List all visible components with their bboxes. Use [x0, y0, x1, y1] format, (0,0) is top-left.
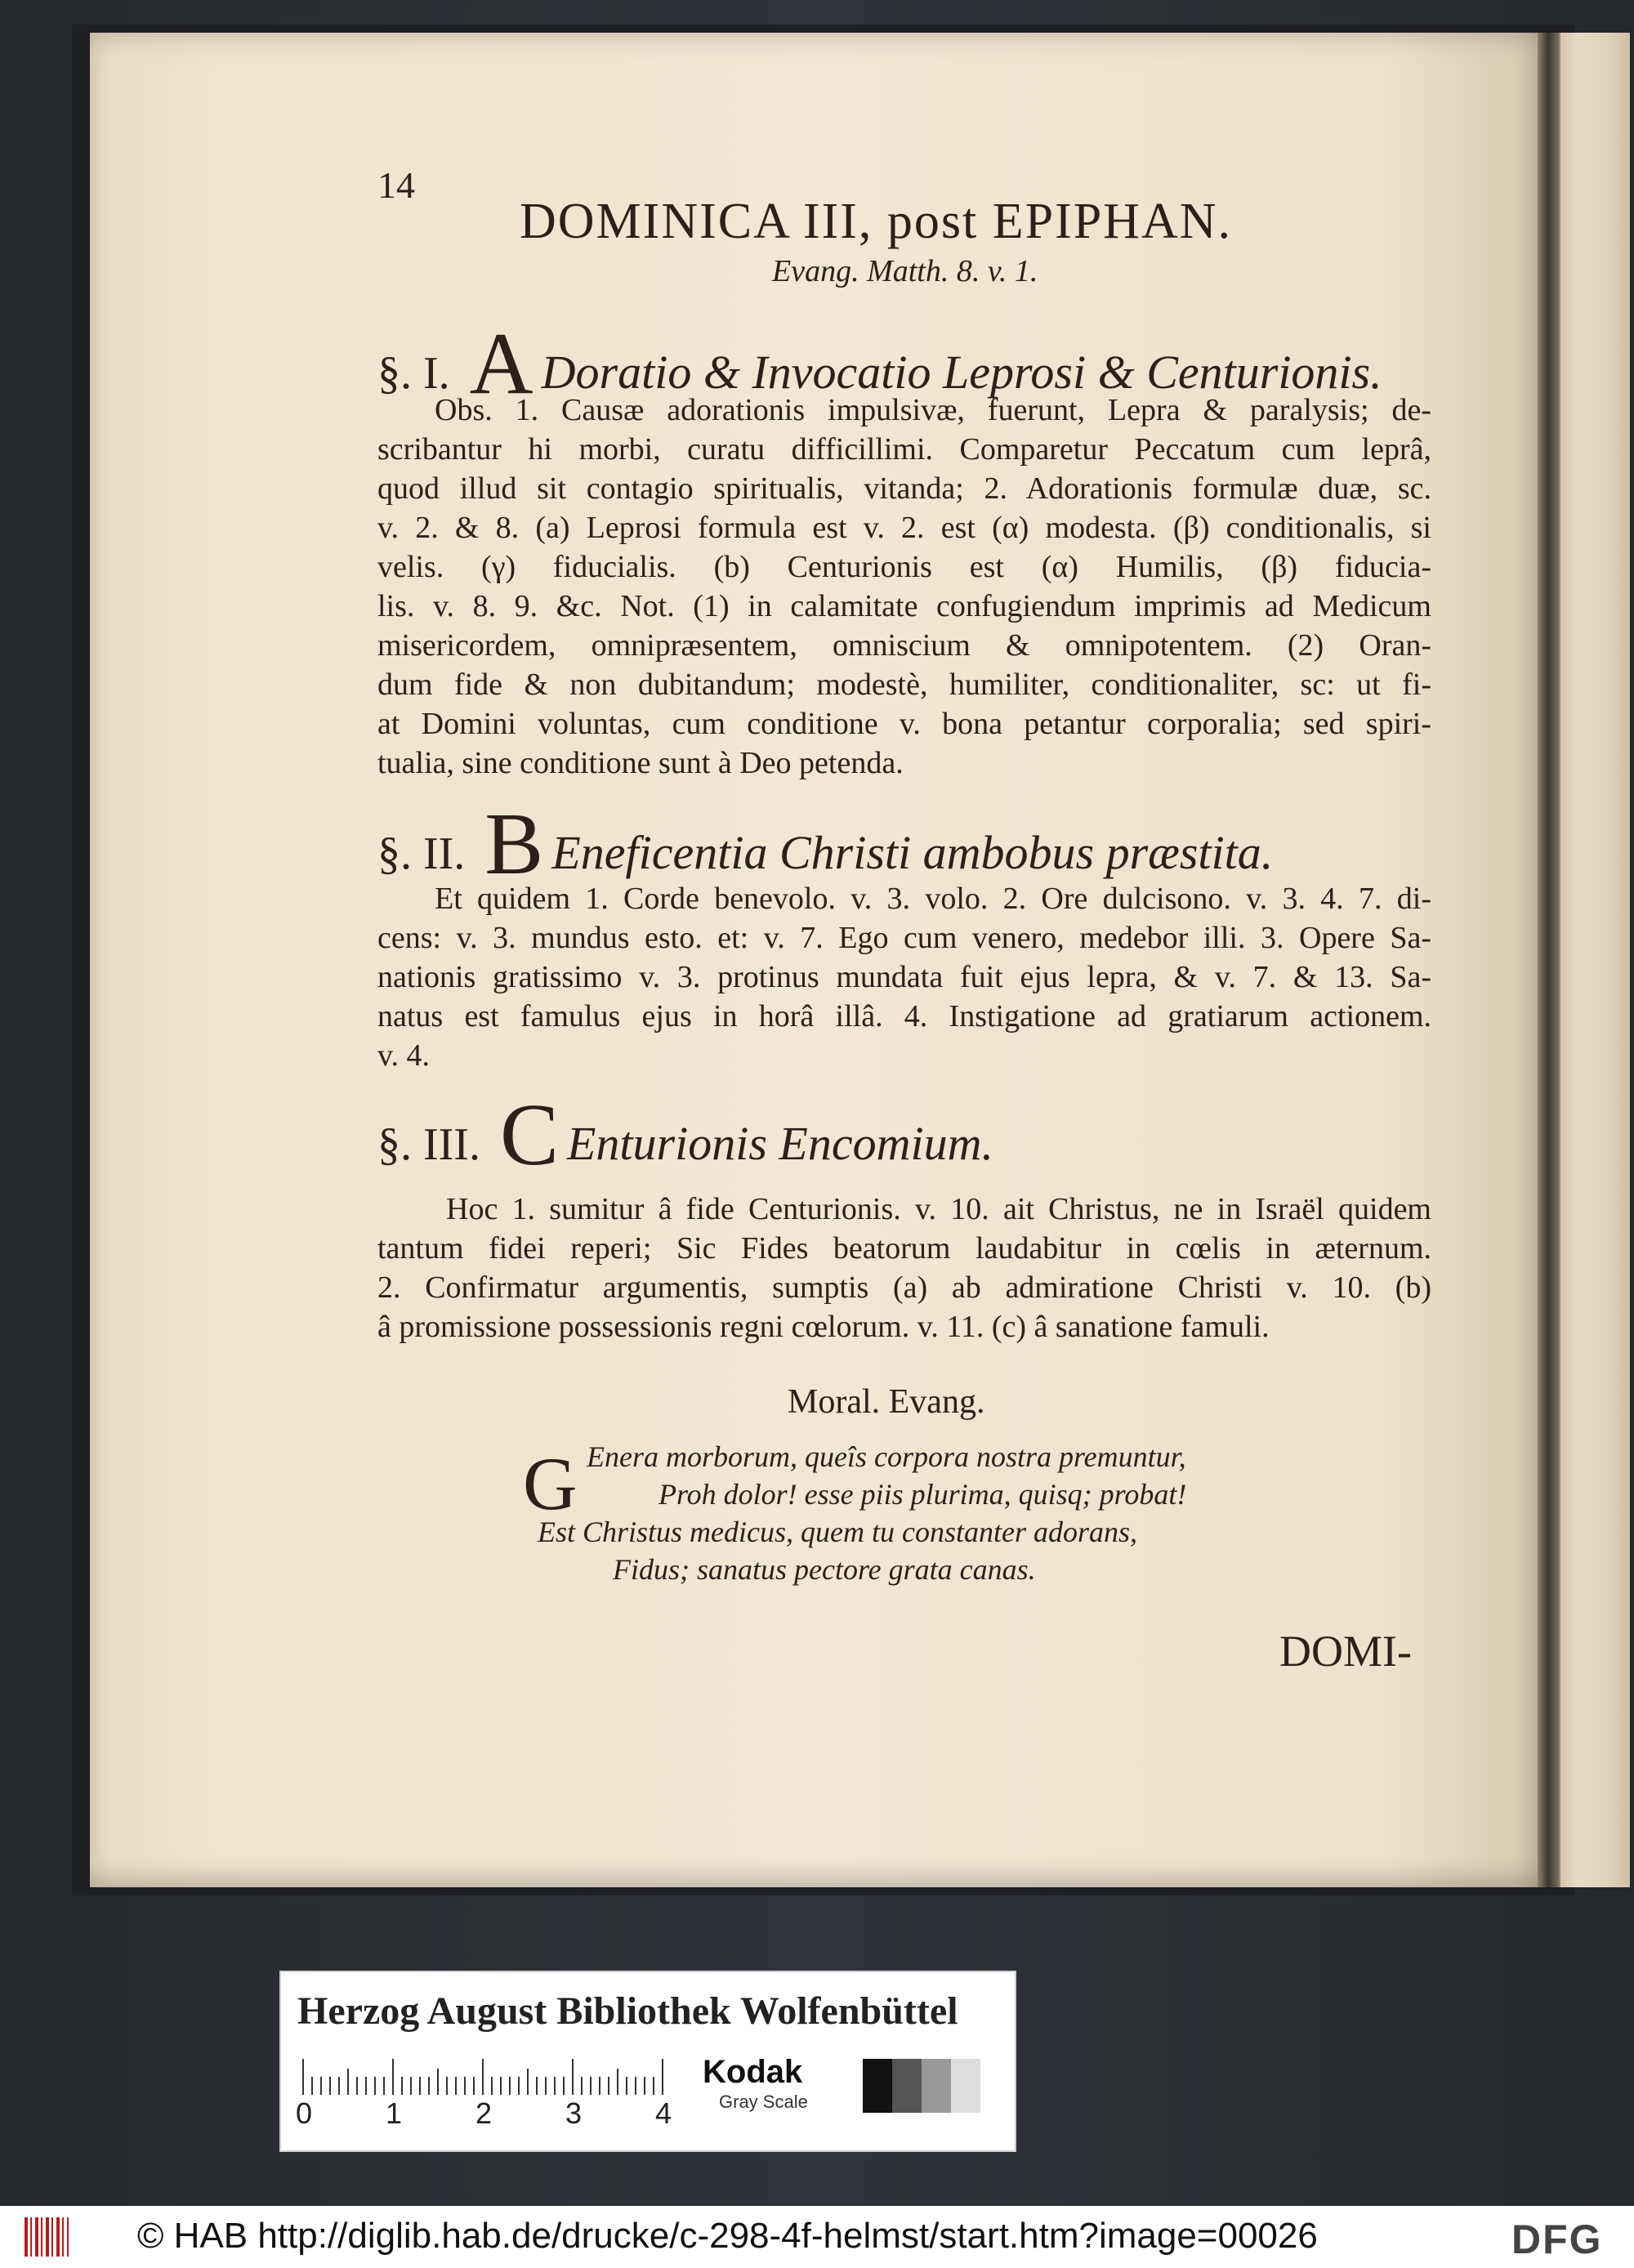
poem-line: Est Christus medicus, quem tu constanter adorans,	[538, 1516, 1137, 1548]
ruler-tick	[338, 2077, 340, 2095]
ruler-tick	[464, 2077, 466, 2095]
ruler-tick	[437, 2069, 439, 2095]
ruler-tick	[626, 2077, 627, 2095]
page-subheader: Evang. Matth. 8. v. 1.	[772, 254, 1038, 288]
moral-title: Moral. Evang.	[788, 1383, 985, 1421]
text-line: dum fide & non dubitandum; modestè, humiliter, conditionaliter, sc: ut fi-	[377, 667, 1431, 702]
poem	[523, 1438, 1258, 1588]
dfg-logo: DFG	[1511, 2217, 1603, 2262]
ruler-tick	[581, 2077, 583, 2095]
text-line: Et quidem 1. Corde benevolo. v. 3. volo. 2. Ore dulcisono. v. 3. 4. 7. di-	[435, 882, 1431, 916]
text-line: scribantur hi morbi, curatu difficillimi. Comparetur Peccatum cum leprâ,	[377, 432, 1431, 467]
poem-line: Enera morborum, queîs corpora nostra premuntur,	[587, 1440, 1186, 1473]
footer-bar	[0, 2206, 1634, 2268]
section-3-title: Enturionis Encomium.	[567, 1117, 993, 1170]
ruler-tick	[545, 2077, 547, 2095]
section-1-number: §. I.	[377, 348, 450, 399]
text-line: Hoc 1. sumitur â fide Centurionis. v. 10. ait Christus, ne in Israël quidem	[446, 1192, 1431, 1226]
text-line: quod illud sit contagio spiritualis, vitanda; 2. Adorationis formulæ duæ, sc.	[377, 471, 1431, 506]
ruler-number: 0	[296, 2096, 313, 2130]
section-2-title: Eneficentia Christi ambobus præstita.	[551, 826, 1274, 879]
gray-swatch	[892, 2059, 922, 2113]
poem-initial: G	[523, 1442, 578, 1525]
ruler-tick	[599, 2077, 600, 2095]
ruler-tick	[653, 2077, 654, 2095]
text-line: v. 2. & 8. (a) Leprosi formula est v. 2. est (α) modesta. (β) conditionalis, si	[377, 511, 1431, 545]
ruler-tick	[572, 2059, 574, 2095]
section-1-title: Doratio & Invocatio Leprosi & Centurionis.	[541, 346, 1382, 399]
gray-swatches	[863, 2059, 980, 2113]
section-3-body	[377, 1190, 1431, 1346]
ruler-tick	[320, 2077, 322, 2095]
ruler-tick	[446, 2077, 448, 2095]
copyright-link[interactable]: © HAB http://diglib.hab.de/drucke/c-298-4f-helmst/start.htm?image=00026	[137, 2216, 1318, 2256]
text-line: velis. (γ) fiducialis. (b) Centurionis est (α) Humilis, (β) fiducia-	[377, 550, 1431, 584]
ruler-tick	[635, 2077, 636, 2095]
gray-swatch	[951, 2059, 980, 2113]
color-target-card	[279, 1971, 1016, 2152]
section-1-body	[377, 391, 1431, 783]
text-line: Obs. 1. Causæ adorationis impulsivæ, fuerunt, Lepra & paralysis; de-	[435, 393, 1431, 427]
ruler-tick	[365, 2077, 367, 2095]
page-header: DOMINICA III, post EPIPHAN.	[520, 194, 1233, 249]
hab-logo-icon	[25, 2217, 69, 2257]
ruler-tick	[500, 2077, 502, 2095]
section-2-heading	[377, 796, 1274, 893]
kodak-logo: Kodak	[703, 2054, 803, 2090]
ruler-tick	[329, 2077, 331, 2095]
ruler-tick	[347, 2069, 349, 2095]
ruler-number: 3	[565, 2096, 583, 2130]
section-1-initial: A	[469, 315, 534, 413]
ruler-tick	[482, 2059, 484, 2095]
ruler-tick	[356, 2077, 358, 2095]
ruler-tick	[473, 2077, 475, 2095]
gray-scale-label: Gray Scale	[719, 2092, 808, 2112]
text-line: tualia, sine conditione sunt à Deo petenda.	[377, 746, 904, 780]
library-name: Herzog August Bibliothek Wolfenbüttel	[297, 1989, 958, 2033]
ruler-tick	[608, 2077, 609, 2095]
ruler-tick	[410, 2077, 412, 2095]
ruler-tick	[662, 2059, 663, 2095]
catchword: DOMI-	[1279, 1627, 1412, 1676]
text-line: 2. Confirmatur argumentis, sumptis (a) ab admiratione Christi v. 10. (b)	[377, 1270, 1431, 1305]
text-line: v. 4.	[377, 1038, 431, 1073]
text-line: misericordem, omnipræsentem, omniscium & omnipotentem. (2) Oran-	[377, 628, 1431, 663]
ruler-tick	[644, 2077, 645, 2095]
text-line: natus est famulus ejus in horâ illâ. 4. Instigatione ad gratiarum actionem.	[377, 999, 1431, 1034]
ruler-tick	[392, 2059, 394, 2095]
ruler-number: 2	[475, 2096, 493, 2130]
facing-page-edge	[1556, 33, 1630, 1887]
ruler-tick	[383, 2077, 385, 2095]
text-line: nationis gratissimo v. 3. protinus mundata fuit ejus lepra, & v. 7. & 13. Sa-	[377, 960, 1431, 994]
ruler-tick	[401, 2077, 403, 2095]
ruler-tick	[302, 2059, 304, 2095]
ruler-tick	[554, 2077, 556, 2095]
text-line: at Domini voluntas, cum conditione v. bona petantur corporalia; sed spiri-	[377, 707, 1431, 741]
text-line: â promissione possessionis regni cœlorum. v. 11. (c) â sanatione famuli.	[377, 1310, 1270, 1344]
ruler-tick	[419, 2077, 421, 2095]
text-line: tantum fidei reperi; Sic Fides beatorum laudabitur in cœlis in æternum.	[377, 1231, 1431, 1266]
ruler-tick	[617, 2069, 618, 2095]
gray-swatch	[863, 2059, 892, 2113]
ruler-tick	[428, 2077, 430, 2095]
ruler-tick	[590, 2077, 592, 2095]
page-number: 14	[377, 164, 415, 206]
poem-line: Fidus; sanatus pectore grata canas.	[613, 1553, 1036, 1586]
section-2-initial: B	[484, 796, 544, 893]
ruler-tick	[374, 2077, 376, 2095]
ruler-tick	[311, 2077, 313, 2095]
text-line: lis. v. 8. 9. &c. Not. (1) in calamitate confugiendum imprimis ad Medicum	[377, 589, 1431, 623]
ruler-number: 1	[386, 2096, 403, 2130]
section-3-initial: C	[499, 1087, 559, 1184]
ruler-tick	[491, 2077, 493, 2095]
section-2-number: §. II.	[377, 828, 466, 879]
ruler-number: 4	[655, 2096, 672, 2130]
ruler-tick	[518, 2077, 520, 2095]
section-3-heading	[377, 1087, 993, 1184]
page-gutter	[1538, 33, 1559, 1887]
ruler-tick	[527, 2069, 529, 2095]
ruler-tick	[455, 2077, 457, 2095]
section-3-number: §. III.	[377, 1119, 480, 1170]
poem-line: Proh dolor! esse piis plurima, quisq; probat!	[659, 1478, 1187, 1511]
section-2-body	[377, 879, 1431, 1075]
ruler-tick	[536, 2077, 538, 2095]
ruler-tick	[563, 2077, 565, 2095]
text-line: cens: v. 3. mundus esto. et: v. 7. Ego cum venero, medebor illi. 3. Opere Sa-	[377, 921, 1431, 955]
scale-ruler	[296, 2054, 743, 2130]
ruler-tick	[509, 2077, 511, 2095]
gray-swatch	[922, 2059, 951, 2113]
